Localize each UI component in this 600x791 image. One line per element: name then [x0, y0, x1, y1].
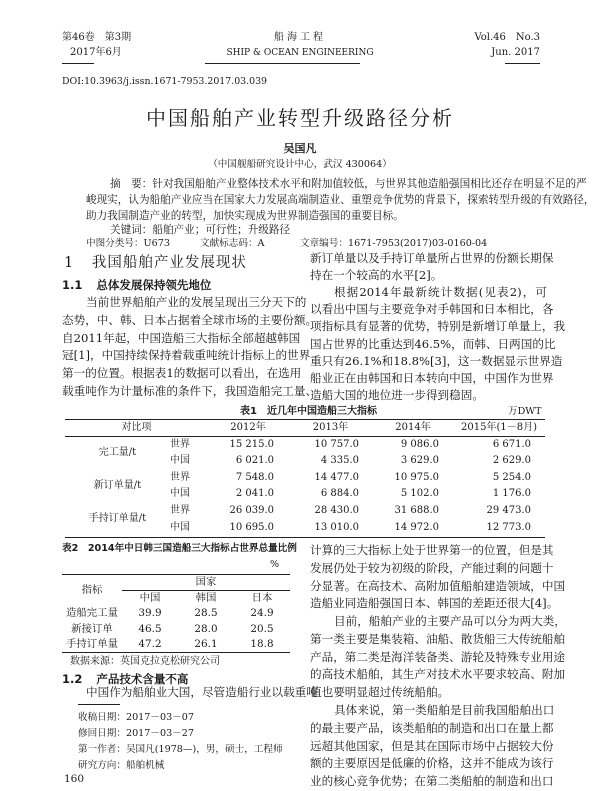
text-line: 第一的位置。根据表1的数据可以看出，在选用 [62, 366, 302, 381]
text-line: 根据2014年最新统计数据(见表2)，可 [334, 285, 547, 299]
value-cell: 10 975.0 [394, 471, 439, 483]
column-header: 2013年 [312, 422, 349, 433]
text-line: 的最主要产品，该类船舶的制造和出口在量上都 [310, 720, 554, 735]
text-line: 以看出中国与主要竞争对手韩国和日本相比，各 [310, 302, 554, 317]
header-rule-left [62, 63, 94, 64]
revised-date: 修回日期：2017－03－27 [78, 728, 194, 739]
text-line: 重只有26.1%和18.8%[3]，这一数据显示世界造 [310, 353, 563, 368]
value-cell: 10 757.0 [314, 438, 359, 450]
value-cell: 1 176.0 [492, 488, 531, 500]
table-1-header-row [65, 420, 545, 437]
doi: DOI:10.3963/j.issn.1671-7953.2017.03.039 [62, 76, 268, 87]
value-cell: 6 021.0 [235, 455, 274, 467]
country-header: 国家 [195, 576, 217, 588]
received-date: 收稿日期：2017－03－07 [78, 712, 194, 723]
section-1-heading [64, 255, 247, 272]
value-cell: 39.9 [138, 607, 162, 619]
table-2-caption: 表2 2014年中日韩三国造船三大指标占世界总量比例 [62, 543, 297, 554]
column-header: 对比项 [121, 422, 152, 433]
text-line: 造船大国的地位进一步得到稳固。 [310, 388, 484, 403]
column-header: 2012年 [230, 422, 266, 433]
value-cell: 2 041.0 [235, 488, 274, 500]
table-row [65, 503, 545, 520]
right-paragraph-4 [310, 613, 566, 702]
text-line: 冠[1]，中国持续保持着载重吨统计指标上的世界 [62, 348, 311, 363]
text-line: 当前世界船舶产业的发展呈现出三分天下的 [86, 295, 307, 309]
value-cell: 28 430.0 [314, 504, 359, 516]
classification-number: 中图分类号：U673 [86, 238, 170, 249]
text-line: 值也要明显超过传统船舶。 [310, 685, 450, 700]
value-cell: 28.5 [194, 607, 218, 619]
header-rule-right [505, 63, 540, 64]
text-line: 第一类主要是集装箱、油船、散货船三大传统船舶 [310, 631, 566, 646]
table-row [65, 437, 545, 454]
column-header: 2014年 [395, 422, 431, 433]
section-title: 总体发展保持领先地位 [96, 278, 212, 292]
group-label: 手持订单量/t [88, 513, 147, 525]
text-line: 远超其他国家，但是其在国际市场中占据较大份 [310, 738, 554, 753]
indicator-cell: 手持订单量 [66, 638, 118, 650]
value-cell: 5 102.0 [400, 488, 439, 500]
journal-name-cn: 船海工程 [274, 32, 326, 43]
text-line: 摘 要：针对我国船舶产业整体技术水平和附加值较低，与世界其他造船强国相比还存在明显不足的严 [110, 178, 587, 190]
text-line: 具体来说，第一类船舶是目前我国船舶出口 [334, 703, 555, 717]
text-line: 态势，中、韩、日本占据着全球市场的主要份额。 [62, 312, 318, 327]
column-header: 2015年(1－8月) [461, 422, 537, 433]
text-line: 计算的三大指标上处于世界第一的位置，但是其 [310, 543, 554, 557]
table-row [62, 622, 290, 638]
table-1-unit: 万DWT [508, 406, 542, 417]
document-code: 文献标志码：A [200, 238, 265, 249]
text-line: 船业正在由韩国和日本转向中国，中国作为世界 [310, 370, 554, 385]
country-name: 中国 [139, 591, 161, 604]
right-paragraph-3 [310, 542, 566, 613]
right-paragraph-5 [310, 702, 555, 791]
indicator-cell: 造船完工量 [66, 607, 118, 619]
value-cell: 28.0 [194, 622, 218, 635]
date-en: Jun. 2017 [491, 47, 540, 58]
text-line: 助力我国制造产业的转型，加快实现成为世界制造强国的重要目标。 [86, 210, 404, 222]
region-cell: 中国 [170, 521, 190, 533]
text-line: 额的主要原因是低廉的价格，这并不能成为该行 [310, 756, 554, 771]
value-cell: 14 972.0 [394, 521, 439, 533]
value-cell: 6 884.0 [320, 488, 359, 500]
author: 吴国凡 [283, 142, 317, 155]
value-cell: 7 548.0 [235, 471, 274, 483]
article-number: 文章编号：1671-7953(2017)03-0160-04 [300, 238, 488, 249]
value-cell: 26 039.0 [229, 504, 274, 516]
text-line: 载重吨作为计量标准的条件下，我国造船完工量、 [62, 383, 318, 398]
value-cell: 10 695.0 [229, 521, 274, 533]
value-cell: 24.9 [250, 607, 274, 619]
abstract [86, 176, 595, 224]
value-cell: 15 215.0 [229, 438, 274, 450]
header-rule-center [205, 63, 360, 64]
table-2-source: 数据来源：英国克拉克松研究公司 [70, 656, 220, 667]
indicator-cell: 新接订单 [71, 622, 113, 635]
indicator-header: 指标 [81, 583, 103, 596]
value-cell: 47.2 [138, 638, 162, 650]
text-line: 自2011年起，中国造船三大指标全部超越韩国 [62, 330, 301, 345]
text-line: 的高技术船舶，其生产对技术水平要求较高、附加 [310, 667, 566, 682]
value-cell: 12 773.0 [486, 521, 531, 533]
table-2 [62, 575, 290, 653]
country-name: 韩国 [195, 591, 217, 604]
text-line: 发展仍处于较为初级的阶段，产能过剩的问题十 [310, 560, 554, 575]
value-cell: 9 086.0 [400, 438, 439, 450]
table-1-bottom-rule [65, 537, 545, 538]
value-cell: 13 010.0 [314, 521, 359, 533]
text-line: 持在一个较高的水平[2]。 [310, 268, 443, 283]
keywords: 关键词：船舶产业；可行性；升级路径 [110, 224, 291, 236]
section-1-1-heading [62, 277, 211, 293]
table-row [62, 606, 290, 622]
value-cell: 31 688.0 [394, 504, 439, 516]
volume-issue-cn: 第46卷 第3期 [62, 32, 132, 43]
value-cell: 14 477.0 [314, 471, 359, 483]
text-line: 业的核心竞争优势；在第二类船舶的制造和出口 [310, 774, 554, 789]
right-paragraph-2 [310, 284, 566, 404]
value-cell: 26.1 [194, 638, 218, 650]
region-cell: 中国 [170, 488, 190, 500]
first-author: 第一作者：吴国凡(1978—)，男，硕士，工程师 [78, 744, 283, 755]
region-cell: 中国 [170, 455, 190, 467]
journal-name-en: SHIP & OCEAN ENGINEERING [226, 48, 374, 58]
group-label: 完工量/t [98, 446, 137, 458]
table-1 [65, 420, 545, 536]
table-row [65, 470, 545, 487]
value-cell: 18.8 [250, 638, 274, 650]
section-number: 1.1 [62, 278, 83, 292]
volume-issue-en: Vol.46 No.3 [474, 32, 540, 43]
right-paragraph-1 [310, 250, 554, 284]
text-line: 新订单量以及手持订单量所占世界的份额长期保 [310, 251, 554, 265]
paper-title: 中国船舶产业转型升级路径分析 [146, 106, 454, 130]
value-cell: 4 335.0 [320, 455, 359, 467]
text-line: 造船业同造船强国日本、韩国的差距还很大[4]。 [310, 596, 559, 611]
value-cell: 46.5 [138, 622, 162, 635]
page-number: 160 [64, 773, 85, 785]
region-cell: 世界 [170, 471, 190, 483]
section-title: 我国船舶产业发展现状 [91, 255, 247, 271]
text-line: 目前，船舶产业的主要产品可以分为两大类， [334, 614, 566, 628]
region-cell: 世界 [170, 438, 190, 450]
affiliation: （中国舰船研究设计中心，武汉 430064） [208, 159, 392, 170]
text-line: 产品，第二类是海洋装备类、游轮及特殊专业用途 [310, 649, 566, 664]
table-1-caption: 表1 近几年中国造船三大指标 [240, 406, 377, 417]
text-line: 峻现实，认为船舶产业应当在国家大力发展高端制造业、重塑竞争优势的背景下，探索转型升级的有效路径， [86, 194, 595, 206]
country-name: 日本 [251, 591, 273, 604]
section-number: 1 [64, 255, 74, 271]
text-line: 中国作为船舶业大国，尽管造船行业以载重吨 [86, 685, 318, 699]
section-title: 产品技术含量不高 [96, 672, 189, 686]
table-2-unit: % [270, 559, 280, 570]
value-cell: 29 473.0 [486, 504, 531, 516]
value-cell: 20.5 [250, 622, 274, 635]
value-cell: 2 629.0 [492, 455, 531, 467]
date-cn: 2017年6月 [70, 47, 122, 58]
table-row [62, 637, 290, 653]
text-line: 国占世界的比重达到46.5%，而韩、日两国的比 [310, 336, 556, 351]
section-number: 1.2 [62, 672, 83, 686]
value-cell: 6 671.0 [492, 438, 531, 450]
text-line: 分显著。在高技术、高附加值船舶建造领域，中国 [310, 578, 566, 593]
group-label: 新订单量/t [93, 480, 142, 492]
text-line: 项指标具有显著的优势，特别是新增订单量上，我 [310, 319, 566, 334]
research-direction: 研究方向：船舶机械 [78, 760, 165, 771]
value-cell: 3 629.0 [400, 455, 439, 467]
left-paragraph-1 [62, 294, 318, 401]
footnote-rule [78, 704, 120, 705]
value-cell: 5 254.0 [492, 471, 531, 483]
left-paragraph-2 [62, 684, 318, 702]
region-cell: 世界 [170, 504, 190, 516]
